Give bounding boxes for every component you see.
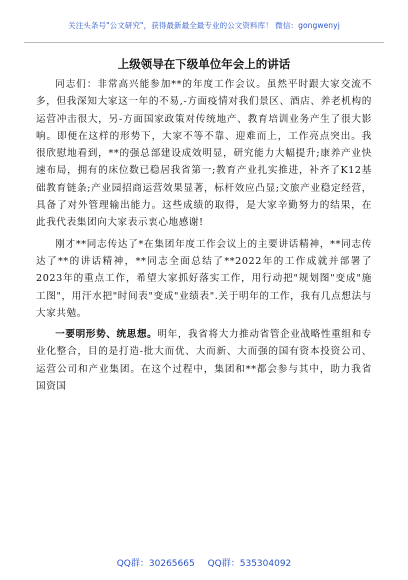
paragraph-1: [36, 76, 372, 232]
page-header: [0, 0, 408, 46]
document-body: [36, 76, 372, 399]
page-footer: [0, 556, 408, 569]
paragraph-3: [36, 326, 372, 395]
document-title: 上级领导在下级单位年会上的讲话: [117, 57, 291, 71]
paragraph-lead: 一要明形势、统思想。: [55, 329, 158, 341]
paragraph-text: 刚才**同志传达了*在集团年度工作会议上的主要讲话精神，**同志传达了**的讲话精神，**同志全面总结了**2022年的工作成就并部署了2023年的重点工作，希望大家抓好落实工作，用行动把"规划图"变成"施工图"，用汗水把"时间表"变成"业绩表".关于明年的工作，我有几点想法与大家共勉。: [36, 238, 372, 319]
footer-qq-group-2: QQ群：535304092: [207, 559, 292, 569]
header-divider: [24, 42, 384, 43]
header-banner: 关注头条号"公文研究"，获得最新最全最专业的公文资料库！ 微信：gongwenyj: [68, 21, 340, 30]
footer-qq-group-1: QQ群：30265665: [116, 559, 195, 569]
paragraph-text: 明年，我省将大力推动省管企业战略性重组和专业化整合，目的是打造-批大而优、大而新、大而强的国有资本投资公司、运营公司和产业集团。在这个过程中，集团和**都会参与其中，助力我省国资国: [36, 329, 372, 393]
paragraph-text: 同志们：非常高兴能参加**的年度工作会议。虽然平时跟大家交流不多，但我深知大家这一年的不易,-方面疫情对我们景区、酒店、养老机构的运营冲击很大，另-方面国家政策对传统地产、教育培训业务产生了很大影响。即便在这样的形势下，大家不等不靠、迎难而上，工作亮点突出。我很欣慰地看到，**的强总部建设成效明显，研究能力大幅提升;康养产业快速布局，拥有的床位数已稳居我省第一;教育产业扎实推进，补齐了K12基础教育链条;产业园招商运营效果显著，标杆效应凸显;文旅产业稳定经营，具备了对外管理输出能力。这些成绩的取得，是大家辛勤努力的结果，在此我代表集团向大家表示衷心地感谢!: [36, 79, 372, 229]
paragraph-2: [36, 236, 372, 322]
